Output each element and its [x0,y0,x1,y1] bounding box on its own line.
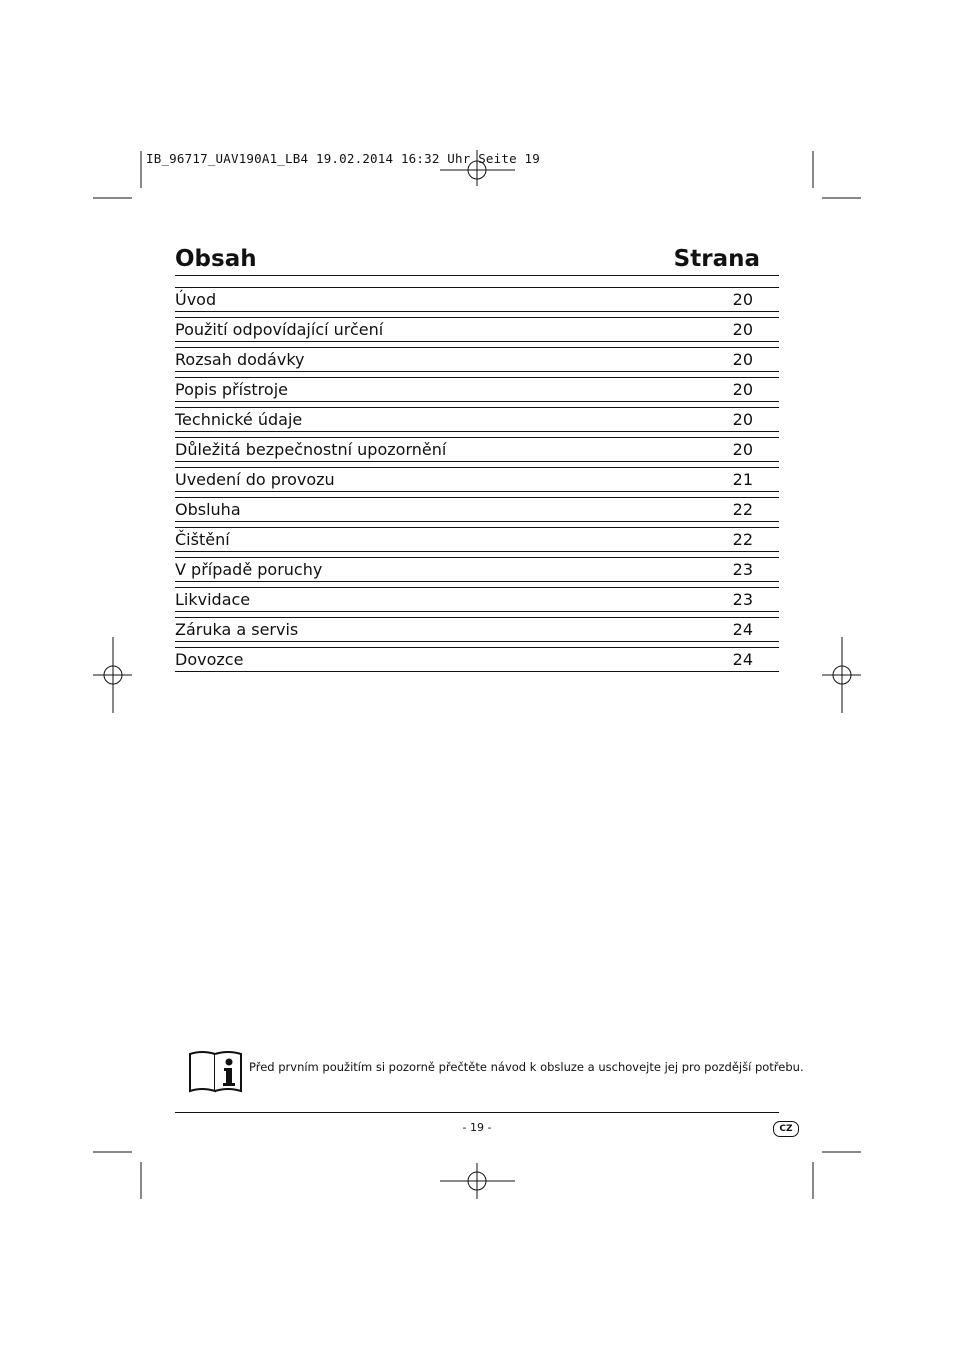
toc-entry-title: Uvedení do provozu [175,470,335,489]
toc-entry-title: Popis přístroje [175,380,288,399]
print-slug-line: IB_96717_UAV190A1_LB4 19.02.2014 16:32 Uhr Seite 19 [146,151,541,166]
toc-row[interactable] [175,377,779,402]
toc-row[interactable] [175,527,779,552]
table-of-contents [175,287,779,677]
page-column-title: Strana [673,246,760,272]
toc-row[interactable] [175,647,779,672]
toc-entry-page: 23 [732,560,753,579]
toc-entry-title: Obsluha [175,500,241,519]
toc-row[interactable] [175,557,779,582]
notice-text: Před prvním použitím si pozorně přečtěte návod k obsluze a uschovejte jej pro pozdější potřebu. [249,1060,804,1074]
toc-row[interactable] [175,347,779,372]
toc-entry-title: Rozsah dodávky [175,350,305,369]
footer-divider [175,1112,779,1113]
toc-entry-page: 22 [732,530,753,549]
toc-entry-title: Úvod [175,290,217,309]
toc-entry-title: Technické údaje [175,410,303,429]
toc-row[interactable] [175,407,779,432]
toc-title: Obsah [175,246,257,272]
toc-entry-page: 20 [732,350,753,369]
toc-entry-page: 24 [732,620,753,639]
toc-entry-page: 24 [732,650,753,669]
manual-notice [188,1049,804,1093]
toc-heading [175,243,779,276]
toc-entry-page: 20 [732,290,753,309]
page-number: - 19 - [462,1121,492,1134]
toc-entry-page: 20 [732,440,753,459]
toc-entry-page: 20 [732,320,753,339]
toc-row[interactable] [175,467,779,492]
toc-entry-title: Záruka a servis [175,620,299,639]
toc-entry-title: V případě poruchy [175,560,323,579]
toc-row[interactable] [175,317,779,342]
toc-entry-title: Likvidace [175,590,251,609]
toc-entry-title: Dovozce [175,650,244,669]
toc-row[interactable] [175,497,779,522]
toc-row[interactable] [175,437,779,462]
toc-entry-page: 23 [732,590,753,609]
toc-entry-title: Čištění [175,530,230,549]
toc-row[interactable] [175,587,779,612]
toc-entry-page: 22 [732,500,753,519]
toc-entry-title: Použití odpovídající určení [175,320,384,339]
toc-entry-page: 20 [732,380,753,399]
toc-row[interactable] [175,287,779,312]
toc-entry-page: 21 [732,470,753,489]
toc-entry-title: Důležitá bezpečnostní upozornění [175,440,447,459]
toc-entry-page: 20 [732,410,753,429]
toc-row[interactable] [175,617,779,642]
info-book-icon [188,1049,244,1093]
country-badge: CZ [773,1121,799,1137]
